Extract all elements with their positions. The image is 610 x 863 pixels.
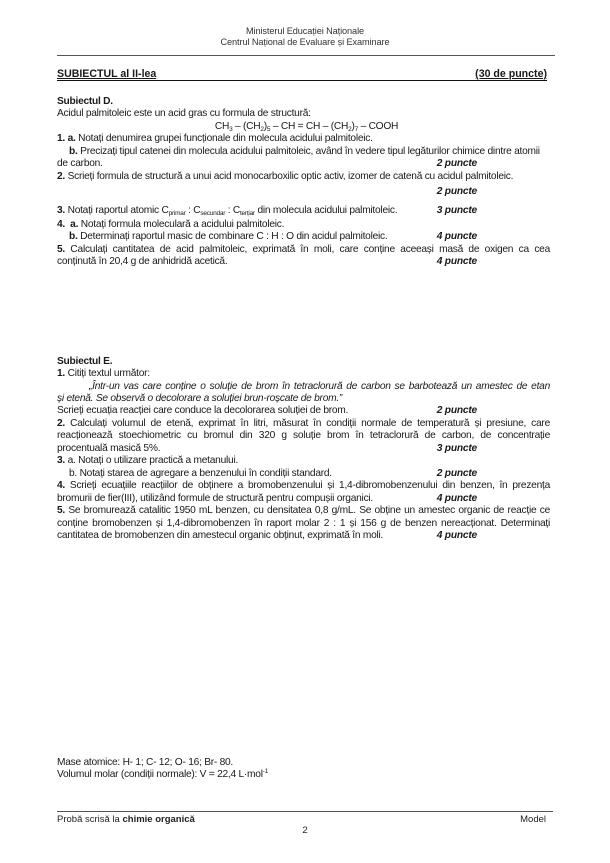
question-e5-line2: conține bromobenzen și 1,4-dibromobenzen în raport molar 2 : 1 și 156 g de benzen nereacționat. Determinați	[57, 518, 550, 529]
question-text: Notați denumirea grupei funcționale din molecula acidului palmitoleic.	[75, 133, 373, 144]
question-number: 4. a.	[57, 219, 79, 230]
structural-formula	[57, 121, 550, 134]
molar-volume	[57, 769, 550, 782]
question-number: 1. a.	[57, 133, 76, 144]
question-d3	[57, 205, 550, 218]
question-d1b	[57, 146, 550, 159]
points-label: 3 puncte	[436, 443, 477, 454]
molar-volume-text: Volumul molar (condiții normale): V = 22,4 L·mol	[57, 769, 263, 780]
quote-line-2: și etenă. Se observă o decolorare a soluției brun-roșcate de brom.”	[57, 393, 343, 404]
formula-part: – (CH	[232, 121, 261, 132]
question-e1	[57, 368, 550, 381]
question-text: Notați formula moleculară a acidului palmitoleic.	[78, 219, 285, 230]
question-number: 3.	[57, 455, 65, 466]
question-number: 3.	[57, 205, 65, 216]
question-text: Determinați raportul masic de combinare C : H : O din acidul palmitoleic.	[77, 231, 388, 242]
footer-left	[57, 814, 195, 825]
header-ministry: Ministerul Educației Naționale	[245, 26, 365, 36]
formula-subscript: 3	[229, 126, 233, 133]
header-rule	[57, 55, 555, 56]
question-e5-line3	[57, 530, 550, 543]
question-number: 4.	[57, 480, 65, 491]
formula-subscript: 2	[260, 126, 264, 133]
points-label: 2 puncte	[436, 158, 477, 169]
question-text: a. Notați o utilizare practică a metanului.	[65, 455, 239, 466]
question-text: Scrieți ecuația reacției care conduce la decolorarea soluției de brom.	[57, 405, 349, 416]
question-d1b-cont	[57, 158, 550, 171]
section-title	[57, 67, 547, 81]
points-label: 4 puncte	[436, 493, 477, 504]
question-letter: b.	[69, 146, 78, 157]
question-number: 1.	[57, 368, 65, 379]
question-d4b	[57, 231, 550, 244]
subscript: primar	[168, 210, 186, 217]
question-number: 2.	[57, 418, 65, 429]
question-text: Precizați tipul catenei din molecula acidului palmitoleic, având în vedere tipul legăturilor chimice dintre atomii	[77, 146, 540, 157]
question-text: conținută în 20,4 g de anhidridă acetică.	[57, 256, 228, 267]
question-number: 5.	[57, 244, 65, 255]
subject-d-intro: Acidul palmitoleic este un acid gras cu formula de structură:	[57, 108, 311, 119]
footer-prefix: Probă scrisă la	[57, 814, 123, 825]
subscript: secundar	[200, 210, 226, 217]
question-text: de carbon.	[57, 158, 103, 169]
points-label: 2 puncte	[436, 405, 477, 416]
page-number: 2	[302, 825, 308, 836]
header-center: Centrul Național de Evaluare și Examinare	[220, 37, 390, 47]
formula-part: CH	[214, 121, 230, 132]
subject-e-title: Subiectul E.	[57, 356, 113, 367]
question-letter: b.	[69, 231, 78, 242]
question-e3b	[57, 468, 550, 481]
points-label: 3 puncte	[436, 205, 477, 216]
question-text: cantitatea de bromobenzen din amestecul organic obținut, exprimată în moli.	[57, 530, 384, 541]
footer-subject: chimie organică	[122, 814, 195, 825]
question-e2-line2: reacționează stoechiometric cu bromul din 320 g soluție brom în tetraclorură de carbon, de concentrație	[57, 430, 550, 441]
subject-d-title: Subiectul D.	[57, 96, 113, 107]
question-text: procentuală masică 5%.	[57, 443, 161, 454]
question-d5-cont	[57, 256, 550, 269]
formula-part: – COOH	[358, 121, 399, 132]
points-label: 4 puncte	[436, 256, 477, 267]
points-label: 2 puncte	[436, 186, 477, 197]
footer-rule	[57, 811, 553, 812]
points-label: 4 puncte	[436, 530, 477, 541]
atomic-masses: Mase atomice: H- 1; C- 12; O- 16; Br- 80.	[57, 757, 234, 768]
question-e2	[57, 418, 550, 431]
question-e3a	[57, 455, 550, 468]
section-points: (30 de puncte)	[475, 68, 547, 80]
question-d1a	[57, 133, 550, 146]
question-text: Calculați cantitatea de acid palmitoleic, exprimată în moli, care conține aceeași masă de oxigen ca cea	[65, 244, 550, 255]
question-text: din molecula acidului palmitoleic.	[254, 205, 398, 216]
subscript: terțiar	[239, 210, 255, 217]
question-text: : C	[185, 205, 201, 216]
question-d4a	[57, 219, 550, 232]
question-number: 5.	[57, 505, 65, 516]
question-text: Citiți textul următor:	[65, 368, 150, 379]
question-text: Se bromurează catalitic 1950 mL benzen, cu densitatea 0,8 g/mL. Se obține un amestec organic de reacție ce	[65, 505, 550, 516]
question-text: Scrieți ecuațiile reacțiilor de obținere a bromobenzenului și 1,4-dibromobenzenului din benzen, în prezența	[65, 480, 550, 491]
formula-part: )	[263, 121, 267, 132]
question-text: Scrieți formula de structură a unui acid monocarboxilic optic activ, izomer de catenă cu acidul palmitoleic.	[65, 171, 514, 182]
question-d5	[57, 244, 550, 257]
question-e4-line2	[57, 493, 550, 506]
question-text: Notați raportul atomic C	[65, 205, 169, 216]
formula-subscript: 5	[266, 126, 271, 133]
question-e4	[57, 480, 550, 493]
question-text: b. Notați starea de agregare a benzenului în condiții standard.	[69, 468, 332, 479]
question-e1-task	[57, 405, 550, 418]
formula-subscript: 2	[348, 126, 352, 133]
formula-part: )	[351, 121, 355, 132]
points-label: 4 puncte	[436, 231, 477, 242]
footer-right: Model	[520, 814, 546, 825]
question-text: bromurii de fier(III), utilizând formule de structură pentru compușii organici.	[57, 493, 374, 504]
section-title-text: SUBIECTUL al II-lea	[57, 68, 157, 80]
points-label: 2 puncte	[436, 468, 477, 479]
question-e5	[57, 505, 550, 518]
formula-subscript: 7	[354, 126, 358, 133]
question-text: Calculați volumul de etenă, exprimat în litri, măsurat în condiții normale de temperatură și presiune, care	[65, 418, 550, 429]
formula-part: – CH = CH – (CH	[270, 121, 349, 132]
question-d2	[57, 171, 550, 184]
question-e2-line3	[57, 443, 550, 456]
quote-line-1: „Într-un vas care conține o soluție de brom în tetraclorură de carbon se barbotează un amestec de etan	[89, 381, 550, 392]
question-number: 2.	[57, 171, 65, 182]
molar-volume-exponent: -1	[262, 768, 268, 775]
question-text: : C	[225, 205, 240, 216]
